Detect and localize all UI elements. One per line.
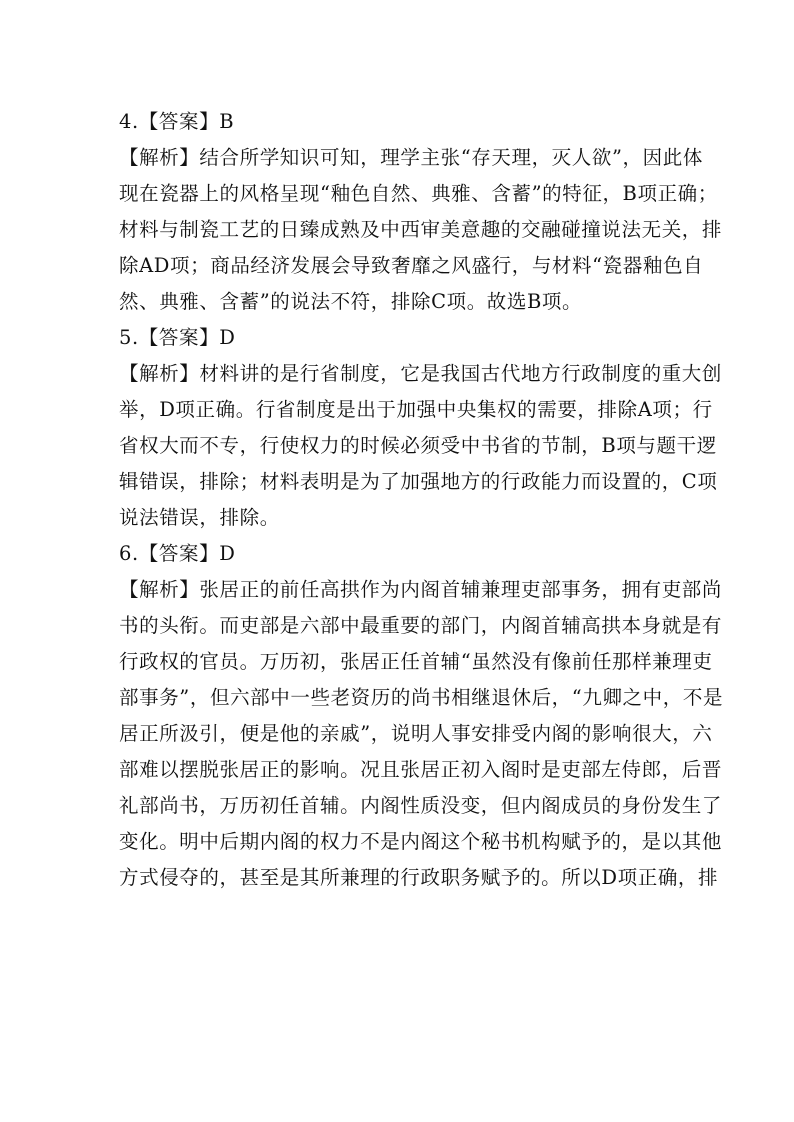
q5-analysis-line: 举，D项正确。行省制度是出于加强中央集权的需要，排除A项；行 [119, 398, 713, 421]
q4-analysis-line: 除AD项；商品经济发展会导致奢靡之风盛行，与材料“瓷器釉色自 [119, 254, 704, 277]
q5-answer: 5.【答案】D [119, 326, 236, 349]
q6-analysis-line: 行政权的官员。万历初，张居正任首辅“虽然没有像前任那样兼理吏 [119, 650, 713, 673]
q4-analysis [119, 140, 723, 320]
q4-analysis-line: 【解析】结合所学知识可知，理学主张“存天理，灭人欲”，因此体 [119, 146, 703, 169]
q6-analysis-line: 礼部尚书，万历初任首辅。内阁性质没变，但内阁成员的身份发生了 [119, 794, 723, 817]
q4-analysis-line: 然、典雅、含蓄”的说法不符，排除C项。故选B项。 [119, 290, 583, 313]
q6-analysis [119, 572, 724, 896]
q6-analysis-line: 书的头衔。而吏部是六部中最重要的部门，内阁首辅高拱本身就是有 [119, 614, 723, 637]
q6-analysis-line: 变化。明中后期内阁的权力不是内阁这个秘书机构赋予的，是以其他 [119, 830, 723, 853]
q6-analysis-line: 部难以摆脱张居正的影响。况且张居正初入阁时是吏部左侍郎，后晋 [119, 758, 723, 781]
q6-analysis-line: 【解析】张居正的前任高拱作为内阁首辅兼理吏部事务，拥有吏部尚 [119, 578, 723, 601]
q5-analysis-line: 辑错误，排除；材料表明是为了加强地方的行政能力而设置的，C项 [119, 470, 718, 493]
q5-analysis-line: 省权大而不专，行使权力的时候必须受中书省的节制，B项与题干逻 [119, 434, 717, 457]
q4-analysis-line: 现在瓷器上的风格呈现“釉色自然、典雅、含蓄”的特征，B项正确； [119, 182, 718, 205]
q5-analysis-line: 【解析】材料讲的是行省制度，它是我国古代地方行政制度的重大创 [119, 362, 723, 385]
q5-analysis-line: 说法错误，排除。 [119, 506, 280, 529]
q6-analysis-line: 居正所汲引，便是他的亲戚”，说明人事安排受内阁的影响很大，六 [119, 722, 713, 745]
q6-analysis-line: 方式侵夺的，甚至是其所兼理的行政职务赋予的。所以D项正确，排 [119, 866, 719, 889]
q5-analysis [119, 356, 723, 536]
q6-answer: 6.【答案】D [119, 542, 236, 565]
q4-answer: 4.【答案】B [119, 110, 235, 133]
q4-analysis-line: 材料与制瓷工艺的日臻成熟及中西审美意趣的交融碰撞说法无关，排 [119, 218, 723, 241]
q6-analysis-line: 部事务”，但六部中一些老资历的尚书相继退休后，“九卿之中，不是 [119, 686, 724, 709]
